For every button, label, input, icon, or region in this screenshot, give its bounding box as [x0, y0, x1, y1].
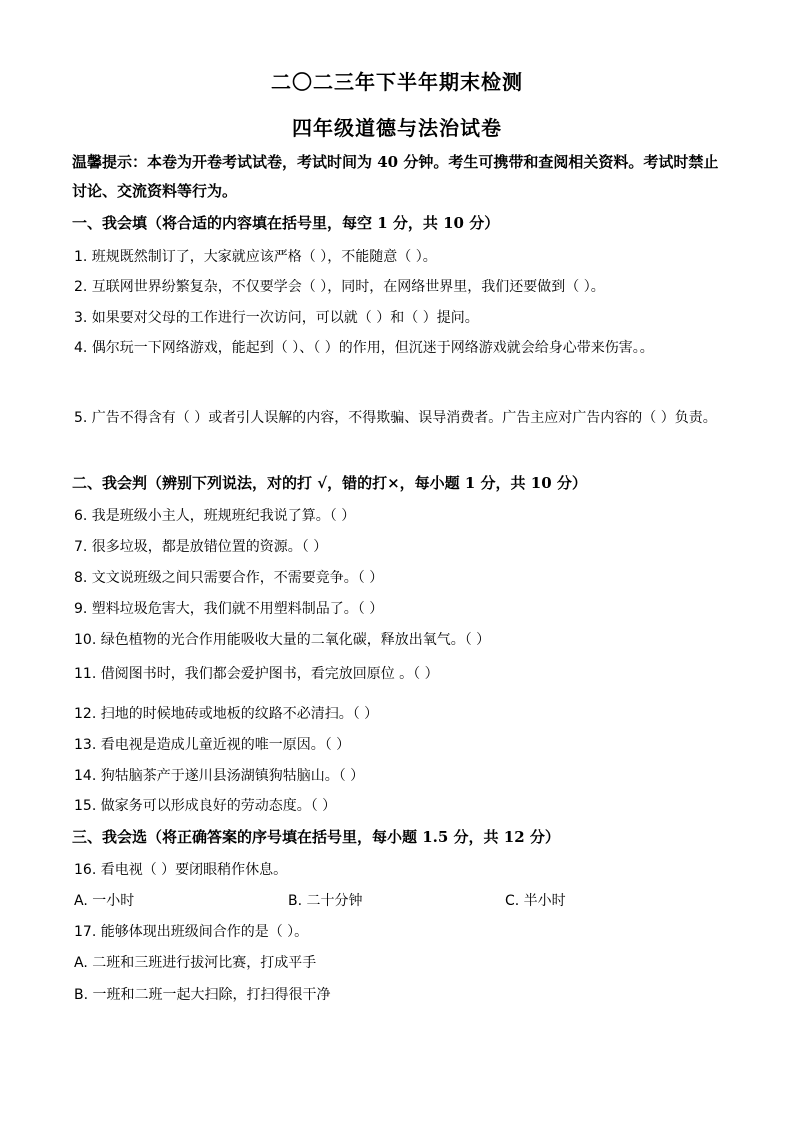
- question-item: 12. 扫地的时候地砖或地板的纹路不必清扫。（ ）: [74, 706, 379, 722]
- question-item: 7. 很多垃圾，都是放错位置的资源。（ ）: [74, 539, 328, 555]
- question-item: 8. 文文说班级之间只需要合作，不需要竞争。（ ）: [74, 570, 384, 586]
- question-item: 5. 广告不得含有（ ）或者引人误解的内容，不得欺骗、误导消费者。广告主应对广告内容的（ ）负责。: [74, 410, 717, 426]
- section-heading-fill: 一、我会填（将合适的内容填在括号里，每空 1 分，共 10 分）: [72, 214, 500, 232]
- question-item: 14. 狗牯脑茶产于遂川县汤湖镇狗牯脑山。（ ）: [74, 768, 365, 784]
- section-heading-judge: 二、我会判（辨别下列说法，对的打 √，错的打×，每小题 1 分，共 10 分）: [72, 474, 587, 492]
- question-stem: 16. 看电视（ ）要闭眼稍作休息。: [74, 862, 288, 878]
- exam-notice: 温馨提示：本卷为开卷考试试卷，考试时间为 40 分钟。考生可携带和查阅相关资料。考试时禁止讨论、交流资料等行为。: [72, 153, 719, 200]
- option-b: B. 一班和二班一起大扫除，打扫得很干净: [74, 987, 331, 1003]
- question-item: 9. 塑料垃圾危害大，我们就不用塑料制品了。（ ）: [74, 601, 384, 617]
- question-item: 6. 我是班级小主人，班规班纪我说了算。（ ）: [74, 508, 356, 524]
- question-item: 2. 互联网世界纷繁复杂，不仅要学会（ ），同时，在网络世界里，我们还要做到（ ）。: [74, 279, 605, 295]
- question-item: 10. 绿色植物的光合作用能吸收大量的二氧化碳，释放出氧气。（ ）: [74, 632, 491, 648]
- question-item: 11. 借阅图书时，我们都会爱护图书，看完放回原位 。（ ）: [74, 666, 439, 682]
- page-title: 二〇二三年下半年期末检测: [271, 70, 523, 94]
- question-item: 15. 做家务可以形成良好的劳动态度。（ ）: [74, 798, 337, 814]
- option-a: A. 二班和三班进行拔河比赛，打成平手: [74, 955, 317, 971]
- option-c: C. 半小时: [505, 893, 566, 909]
- question-item: 13. 看电视是造成儿童近视的唯一原因。（ ）: [74, 737, 351, 753]
- option-a: A. 一小时: [74, 893, 135, 909]
- page-subtitle: 四年级道德与法治试卷: [292, 116, 502, 140]
- question-stem: 17. 能够体现出班级间合作的是（ ）。: [74, 924, 309, 940]
- option-b: B. 二十分钟: [288, 893, 363, 909]
- question-item: 4. 偶尔玩一下网络游戏，能起到（ ）、（ ）的作用，但沉迷于网络游戏就会给身心带来伤害。。: [74, 340, 654, 356]
- section-heading-choice: 三、我会选（将正确答案的序号填在括号里，每小题 1.5 分，共 12 分）: [72, 828, 560, 846]
- question-item: 1. 班规既然制订了，大家就应该严格（ ），不能随意（ ）。: [74, 249, 437, 265]
- question-item: 3. 如果要对父母的工作进行一次访问，可以就（ ）和（ ）提问。: [74, 310, 479, 326]
